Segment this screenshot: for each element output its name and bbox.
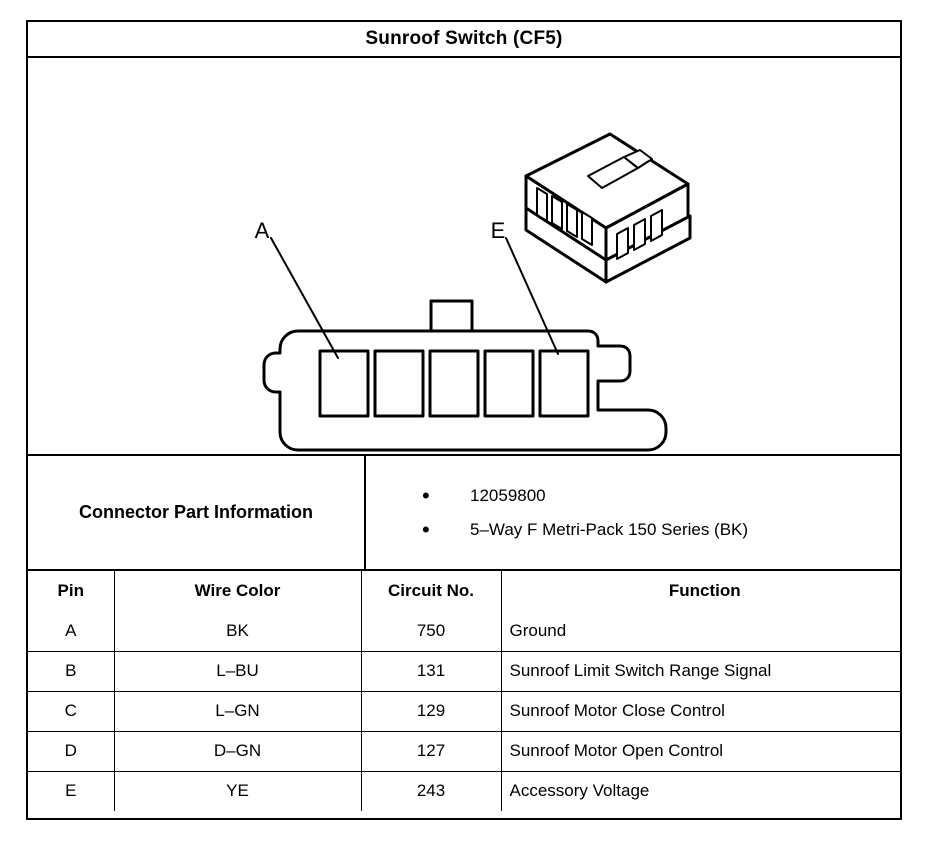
connector-3d-view	[526, 134, 690, 282]
bullet-icon: •	[422, 482, 430, 508]
callout-label-e: E	[490, 218, 506, 243]
table-row	[28, 611, 900, 651]
connector-part-information-values	[366, 456, 900, 569]
table-row	[28, 771, 900, 811]
cell-circuit: 131	[361, 651, 501, 691]
connector-face-view	[264, 301, 666, 450]
connector-part-information	[28, 456, 900, 571]
cell-function: Sunroof Motor Open Control	[501, 731, 900, 771]
diagram-sheet	[26, 20, 902, 820]
connector-figure	[28, 58, 900, 456]
cell-function: Accessory Voltage	[509, 781, 650, 801]
column-header-circuit: Circuit No.	[361, 571, 501, 611]
table-row	[28, 691, 900, 731]
table-row	[28, 651, 900, 691]
cell-pin: C	[28, 691, 114, 731]
callout-label-a: A	[254, 218, 270, 243]
cell-pin: E	[28, 771, 114, 811]
cell-pin: A	[28, 611, 114, 651]
cell-function: Sunroof Limit Switch Range Signal	[501, 651, 900, 691]
cell-circuit: 127	[361, 731, 501, 771]
table-header-row	[28, 571, 900, 611]
cell-circuit: 129	[361, 691, 501, 731]
table-row	[28, 731, 900, 771]
connector-description-item	[422, 513, 900, 547]
cell-circuit: 750	[361, 611, 501, 651]
bullet-icon: •	[422, 516, 430, 542]
cell-pin: D	[28, 731, 114, 771]
column-header-wire: Wire Color	[114, 571, 361, 611]
cell-wire: L–GN	[114, 691, 361, 731]
connector-illustration	[28, 58, 900, 452]
page-title: Sunroof Switch (CF5)	[365, 28, 563, 49]
column-header-pin: Pin	[28, 571, 114, 611]
connector-part-number-item	[422, 479, 900, 513]
connector-part-information-label: Connector Part Information	[28, 456, 366, 569]
cell-function: Sunroof Motor Close Control	[501, 691, 900, 731]
cell-wire: L–BU	[114, 651, 361, 691]
cell-wire: D–GN	[114, 731, 361, 771]
connector-description: 5–Way F Metri-Pack 150 Series (BK)	[470, 519, 749, 539]
cell-pin: B	[28, 651, 114, 691]
cell-wire: YE	[114, 771, 361, 811]
pin-table	[28, 571, 900, 811]
cell-circuit: 243	[361, 771, 501, 811]
cell-function: Ground	[501, 611, 900, 651]
title-bar	[28, 22, 900, 58]
cell-wire: BK	[114, 611, 361, 651]
column-header-function: Function	[668, 581, 741, 600]
connector-part-number: 12059800	[470, 485, 546, 505]
